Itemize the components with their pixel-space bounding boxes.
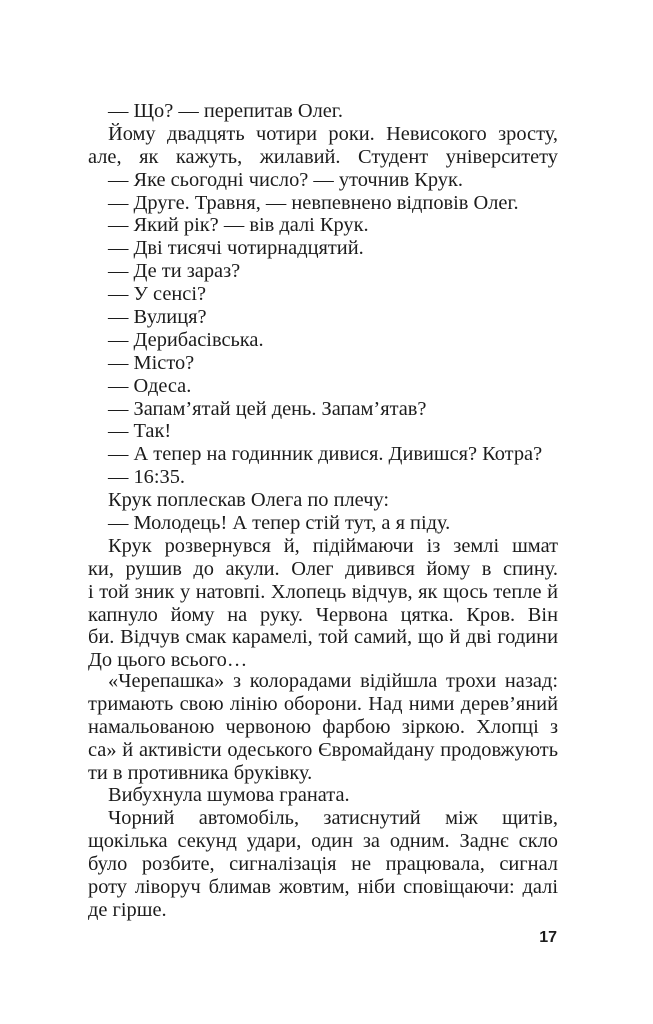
text-line: — Вулиця? (108, 306, 207, 329)
text-line: але, як кажуть, жилавий. Студент університету (88, 145, 558, 168)
text-line: роту ліворуч блимав жовтим, ніби сповіщаючи: далі (88, 876, 558, 899)
page-number: 17 (539, 929, 557, 946)
text-line: тримають свою лінію оборони. Над ними дерев’яний (88, 692, 558, 715)
text-line: До цього всього… (88, 649, 248, 672)
text-line: — Який рік? — вів далі Крук. (108, 214, 369, 237)
text-line: Крук поплескав Олега по плечу: (108, 489, 390, 512)
text-line: щокілька секунд удари, один за одним. Заднє скло (88, 830, 558, 853)
text-section-2 (88, 670, 558, 922)
text-line: — Що? — перепитав Олег. (108, 100, 343, 122)
text-line: — Дерибасівська. (108, 328, 264, 351)
text-line: де гірше. (88, 898, 167, 921)
text-line: — Де ти зараз? (108, 260, 241, 283)
text-line: Йому двадцять чотири роки. Невисокого зросту, (108, 122, 558, 145)
text-line: би. Відчув смак карамелі, той самий, що й дві години (88, 626, 558, 649)
text-line: Крук розвернувся й, підіймаючи із землі шмат (108, 534, 558, 557)
text-line: — Так! (108, 420, 172, 443)
text-line: са» й активісти одеського Євромайдану продовжують (88, 738, 558, 761)
text-line: і той зник у натовпі. Хлопець відчув, як щось тепле й (88, 580, 558, 603)
text-line: «Черепашка» з колорадами відійшла трохи назад: (108, 670, 558, 692)
text-line: Вибухнула шумова граната. (108, 784, 350, 807)
text-line: ти в противника бруківку. (88, 761, 313, 784)
text-line: — Друге. Травня, — невпевнено відповів Олег. (108, 191, 519, 214)
text-line: було розбите, сигналізація не працювала, сигнал (88, 853, 558, 876)
text-line: — Дві тисячі чотирнадцятий. (108, 237, 364, 260)
text-line: Чорний автомобіль, затиснутий між щитів, (108, 807, 558, 830)
text-line: — Одеса. (108, 374, 192, 397)
text-line: ки, рушив до акули. Олег дивився йому в спину. (88, 557, 558, 580)
text-section-1 (88, 100, 558, 672)
text-line: намальованою червоною фарбою зіркою. Хлопці з (88, 715, 558, 738)
text-line: капнуло йому на руку. Червона цятка. Кров. Він (88, 603, 558, 626)
text-line: — Запам’ятай цей день. Запам’ятав? (108, 397, 427, 420)
text-line: — Яке сьогодні число? — уточнив Крук. (108, 168, 463, 191)
text-line: — Молодець! А тепер стій тут, а я піду. (108, 512, 451, 535)
text-line: — 16:35. (108, 466, 186, 489)
text-line: — У сенсі? (108, 283, 207, 306)
text-line: — Місто? (108, 351, 195, 374)
text-line: — А тепер на годинник дивися. Дивишся? Котра? (108, 443, 543, 466)
